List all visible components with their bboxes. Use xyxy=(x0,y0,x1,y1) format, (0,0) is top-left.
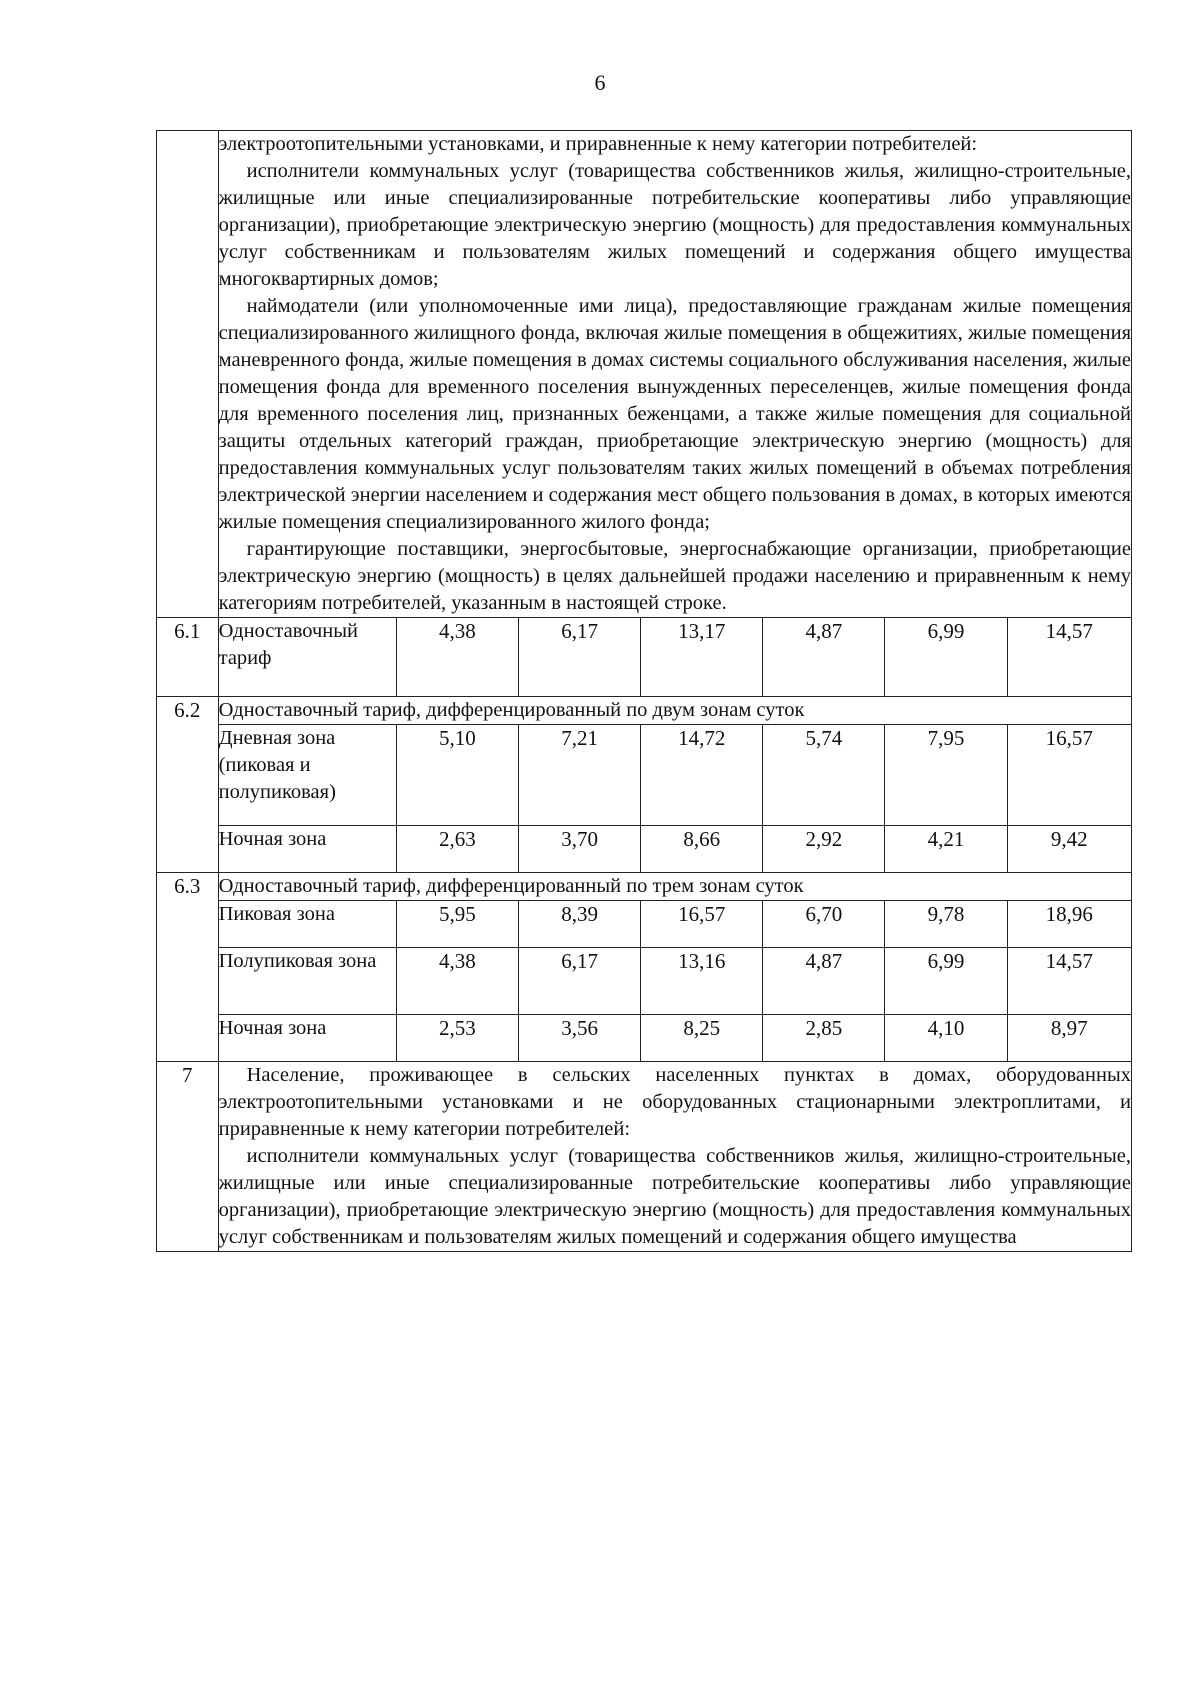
intro-paragraph: исполнители коммунальных услуг (товарищества собственников жилья, жилищно-строительные, жилищные или иные специализированные потребительские кооперативы либо управляющие организации), приобретающие электрическую энергию (мощность) для предоставления коммунальных услуг собственникам и пользователям жилых помещений и содержания общего имущества многоквартирных домов; xyxy=(218,160,1131,290)
tariff-value: 8,25 xyxy=(641,1015,763,1062)
tariff-value: 5,95 xyxy=(396,901,518,948)
subsection-heading: Одноставочный тариф, дифференцированный по двум зонам суток xyxy=(218,697,1131,725)
intro-paragraph: гарантирующие поставщики, энергосбытовые, энергоснабжающие организации, приобретающие электрическую энергию (мощность) в целях дальнейшей продажи населению и приравненным к нему категориям потребителей, указанным в настоящей строке. xyxy=(218,538,1131,614)
intro-row xyxy=(157,131,1132,618)
tariff-value: 2,85 xyxy=(763,1015,885,1062)
table-row-7 xyxy=(157,1062,1132,1252)
tariff-value: 4,21 xyxy=(885,826,1007,873)
tariff-value: 16,57 xyxy=(641,901,763,948)
tariff-value: 2,92 xyxy=(763,826,885,873)
tariff-value: 6,70 xyxy=(763,901,885,948)
tariff-value: 9,42 xyxy=(1007,826,1131,873)
intro-paragraph: наймодатели (или уполномоченные ими лица), предоставляющие гражданам жилые помещения специализированного жилищного фонда, включая жилые помещения в общежитиях, жилые помещения маневренного фонда, жилые помещения в домах системы социального обслуживания населения, жилые помещения фонда для временного поселения вынужденных переселенцев, жилые помещения фонда для временного поселения лиц, признанных беженцами, а также жилые помещения для социальной защиты отдельных категорий граждан, приобретающие электрическую энергию (мощность) для предоставления коммунальных услуг пользователям таких жилых помещений в объемах потребления электрической энергии населением и содержания мест общего пользования в домах, в которых имеются жилые помещения специализированного жилого фонда; xyxy=(218,295,1131,533)
tariff-value: 6,99 xyxy=(885,948,1007,1015)
tariff-value: 3,70 xyxy=(519,826,641,873)
zone-label: Полупиковая зона xyxy=(218,948,396,1015)
tariff-value: 6,17 xyxy=(519,618,641,697)
tariff-value: 7,95 xyxy=(885,725,1007,826)
tariff-value: 16,57 xyxy=(1007,725,1131,826)
zone-label: Дневная зона (пиковая и полупиковая) xyxy=(218,725,396,826)
table-row-6-1 xyxy=(157,618,1132,697)
tariff-value: 4,38 xyxy=(396,948,518,1015)
table-row-6-3-heading xyxy=(157,873,1132,901)
row-number: 6.2 xyxy=(157,697,219,873)
tariff-value: 9,78 xyxy=(885,901,1007,948)
tariff-value: 2,53 xyxy=(396,1015,518,1062)
table-row-6-2-heading xyxy=(157,697,1132,725)
tariff-value: 4,87 xyxy=(763,948,885,1015)
subsection-heading: Одноставочный тариф, дифференцированный по трем зонам суток xyxy=(218,873,1131,901)
intro-paragraph: электроотопительными установками, и приравненные к нему категории потребителей: xyxy=(218,133,978,155)
tariff-value: 5,74 xyxy=(763,725,885,826)
tariff-value: 4,10 xyxy=(885,1015,1007,1062)
tariff-value: 2,63 xyxy=(396,826,518,873)
row-number: 7 xyxy=(157,1062,219,1252)
table-row-6-3-night xyxy=(157,1015,1132,1062)
tariff-value: 3,56 xyxy=(519,1015,641,1062)
tariff-value: 7,21 xyxy=(519,725,641,826)
tariff-value: 13,17 xyxy=(641,618,763,697)
page-number: 6 xyxy=(594,70,606,95)
tariff-value: 14,57 xyxy=(1007,618,1131,697)
table-row-6-3-semipeak xyxy=(157,948,1132,1015)
tariff-value: 4,87 xyxy=(763,618,885,697)
tariff-table xyxy=(156,130,1132,1252)
tariff-value: 8,39 xyxy=(519,901,641,948)
row-number: 6.3 xyxy=(157,873,219,1062)
tariff-value: 8,66 xyxy=(641,826,763,873)
intro-num-cell xyxy=(157,131,219,618)
tariff-value: 8,97 xyxy=(1007,1015,1131,1062)
zone-label: Ночная зона xyxy=(218,1015,396,1062)
tariff-value: 14,72 xyxy=(641,725,763,826)
row-number: 6.1 xyxy=(157,618,219,697)
tariff-value: 6,17 xyxy=(519,948,641,1015)
tariff-value: 13,16 xyxy=(641,948,763,1015)
zone-label: Пиковая зона xyxy=(218,901,396,948)
table-row-6-3-peak xyxy=(157,901,1132,948)
row-7-paragraph: Население, проживающее в сельских населенных пунктах в домах, оборудованных электроотопительными установками и не оборудованных стационарными электроплитами, и приравненные к нему категории потребителей: xyxy=(218,1064,1131,1140)
row-7-paragraph: исполнители коммунальных услуг (товарищества собственников жилья, жилищно-строительные, жилищные или иные специализированные потребительские кооперативы либо управляющие организации), приобретающие электрическую энергию (мощность) для предоставления коммунальных услуг собственникам и пользователям жилых помещений и содержания общего имущества xyxy=(218,1145,1131,1248)
tariff-value: 6,99 xyxy=(885,618,1007,697)
row-label: Одноставочный тариф xyxy=(218,618,396,697)
tariff-value: 5,10 xyxy=(396,725,518,826)
table-row-6-2-night xyxy=(157,826,1132,873)
intro-text-cell xyxy=(218,131,1131,618)
tariff-value: 14,57 xyxy=(1007,948,1131,1015)
row-7-text-cell xyxy=(218,1062,1131,1252)
tariff-value: 18,96 xyxy=(1007,901,1131,948)
zone-label: Ночная зона xyxy=(218,826,396,873)
tariff-value: 4,38 xyxy=(396,618,518,697)
table-row-6-2-day xyxy=(157,725,1132,826)
